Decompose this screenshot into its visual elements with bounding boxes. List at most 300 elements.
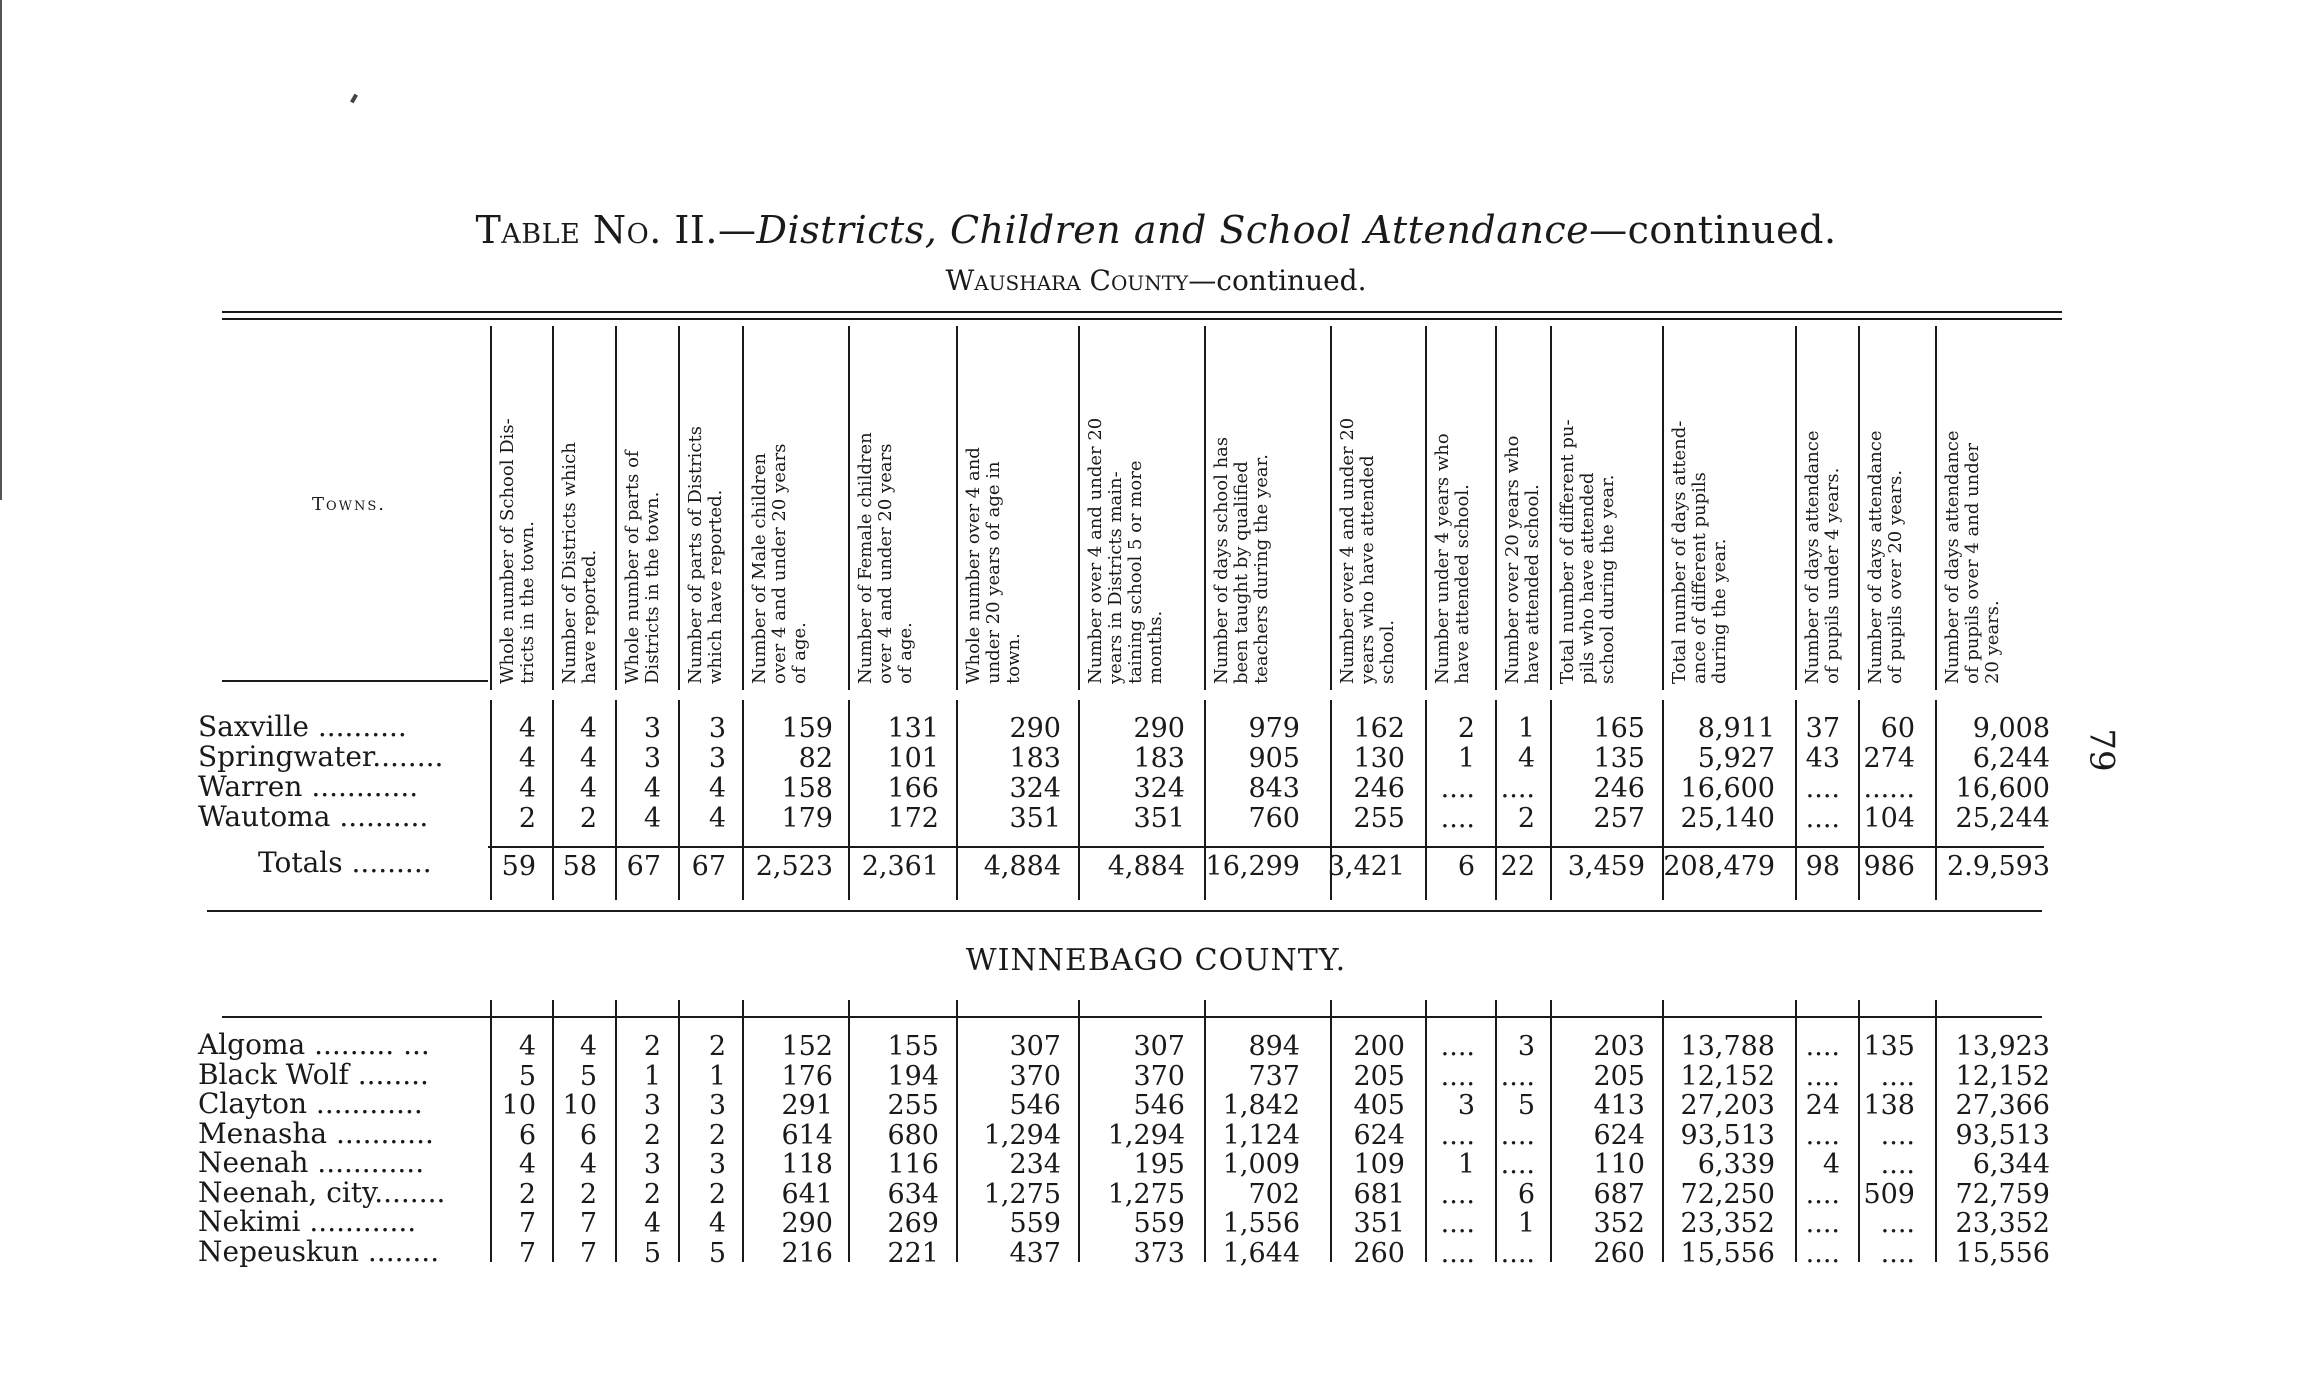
town-label: Algoma ......... ... [198, 1028, 430, 1061]
table-cell: 37 [1805, 713, 1840, 744]
table-cell: .... [1805, 1031, 1840, 1062]
header-col-line [1662, 326, 1664, 690]
table-cell: 437 [1009, 1237, 1061, 1269]
table-cell: 195 [1133, 1149, 1185, 1180]
table-title: Table No. II.—Districts, Children and School Attendance—continued. [475, 208, 1837, 252]
table-cell: 165 [1593, 713, 1645, 744]
table-cell: 12,152 [1955, 1060, 2050, 1092]
table-cell: 255 [887, 1090, 939, 1121]
header-col-line [1935, 326, 1937, 690]
column-header-line: of pupils over 20 years. [1885, 469, 1906, 684]
table-cell: 4 [708, 1208, 726, 1239]
table-cell: 546 [1009, 1090, 1061, 1121]
stray-mark [350, 94, 358, 104]
town-label: Springwater........ [198, 740, 444, 773]
totals-cell: 4,884 [1107, 851, 1185, 882]
table-cell: 131 [887, 713, 939, 744]
table-cell: 162 [1353, 713, 1405, 744]
totals-cell: 6 [1457, 851, 1475, 882]
table-cell: 203 [1593, 1031, 1645, 1062]
table-cell: 7 [579, 1208, 597, 1239]
table-cell: 194 [887, 1060, 939, 1092]
column-header-line: been taught by qualified [1231, 461, 1252, 684]
column-header-line: school during the year. [1597, 474, 1618, 684]
column-header-line: tricts in the town. [517, 521, 538, 684]
table-cell: .... [1500, 1237, 1535, 1269]
table-cell: 104 [1863, 803, 1915, 834]
table-cell: .... [1500, 1060, 1535, 1092]
winnebago-heading: WINNEBAGO COUNTY. [965, 943, 1347, 978]
table-cell: 4 [579, 743, 597, 774]
column-header-14 [1670, 421, 1730, 684]
table-cell: 5 [579, 1060, 597, 1092]
table-cell: 27,366 [1955, 1090, 2050, 1121]
table-cell: 25,140 [1680, 803, 1775, 834]
column-header-line: have attended school. [1452, 484, 1473, 684]
table-cell: 7 [579, 1237, 597, 1269]
column-header-line: Number of days attendance [1865, 430, 1886, 684]
winnebago-top-rule [222, 1016, 2042, 1018]
table-cell: 13,788 [1680, 1031, 1775, 1062]
table-cell: 5,927 [1697, 743, 1775, 774]
table-cell: 351 [1133, 803, 1185, 834]
column-header-line: Number of parts of Districts [685, 426, 706, 684]
table-cell: 12,152 [1680, 1060, 1775, 1092]
table-cell: 7 [518, 1208, 536, 1239]
table-cell: 1,644 [1222, 1237, 1300, 1269]
table-cell: 2 [518, 803, 536, 834]
town-label: Nepeuskun ........ [198, 1234, 440, 1268]
column-header-line: Districts in the town. [642, 491, 663, 684]
table-cell: 351 [1353, 1208, 1405, 1239]
table-cell: 509 [1863, 1178, 1915, 1210]
table-cell: 3 [708, 743, 726, 774]
table-cell: 702 [1248, 1178, 1300, 1210]
table-cell: 10 [501, 1090, 536, 1121]
column-header-5 [750, 444, 810, 684]
table-cell: 4 [579, 713, 597, 744]
totals-cell: 67 [626, 851, 661, 882]
table-cell: 373 [1133, 1237, 1185, 1269]
table-cell: 5 [518, 1060, 536, 1092]
column-header-line: have reported. [579, 549, 600, 684]
column-header-line: town. [1003, 633, 1024, 684]
table-cell: 15,556 [1680, 1237, 1775, 1269]
table-cell: 3 [708, 1090, 726, 1121]
table-cell: 4 [579, 1031, 597, 1062]
table-cell: 1,556 [1222, 1208, 1300, 1239]
table-cell: .... [1880, 1149, 1915, 1180]
column-header-line: Number of Districts which [559, 442, 580, 684]
totals-cell: 3,459 [1567, 851, 1645, 882]
table-cell: 4 [708, 773, 726, 804]
table-cell: 1,842 [1222, 1090, 1300, 1121]
towns-header: Towns. [312, 494, 387, 515]
table-cell: 3 [1457, 1090, 1475, 1121]
table-cell: 2 [708, 1178, 726, 1210]
column-header-line: taining school 5 or more [1125, 460, 1146, 684]
column-header-4 [686, 426, 726, 684]
table-cell: .... [1500, 1149, 1535, 1180]
header-col-line [956, 326, 958, 690]
table-cell: 23,352 [1955, 1208, 2050, 1239]
header-col-line [1550, 326, 1552, 690]
table-cell: 2 [1517, 803, 1535, 834]
column-header-line: Number over 4 and under 20 [1337, 417, 1358, 684]
column-header-line: Number of Female children [855, 432, 876, 684]
table-cell: .... [1805, 803, 1840, 834]
table-cell: .... [1440, 1031, 1475, 1062]
table-cell: 5 [643, 1237, 661, 1269]
header-col-line [1078, 326, 1080, 690]
table-cell: 370 [1009, 1060, 1061, 1092]
town-label: Neenah ............ [198, 1146, 425, 1179]
table-cell: 200 [1353, 1031, 1405, 1062]
table-cell: 1 [1457, 1149, 1475, 1180]
column-header-line: Number of days attendance [1802, 430, 1823, 684]
column-header-line: of pupils over 4 and under [1962, 442, 1983, 684]
header-col-line [1425, 326, 1427, 690]
table-cell: 255 [1353, 803, 1405, 834]
table-cell: 624 [1353, 1119, 1405, 1151]
table-cell: 7 [518, 1237, 536, 1269]
table-cell: .... [1440, 773, 1475, 804]
column-header-line: during the year. [1709, 538, 1730, 684]
column-header-line: Number of Male children [749, 453, 770, 684]
totals-cell: 2,361 [861, 851, 939, 882]
column-header-3 [623, 450, 663, 684]
table-cell: 290 [781, 1208, 833, 1239]
table-cell: 905 [1248, 743, 1300, 774]
table-cell: 3 [643, 1149, 661, 1180]
subtitle-county: Waushara County [945, 264, 1189, 297]
table-cell: 1,275 [983, 1178, 1061, 1210]
table-cell: 681 [1353, 1178, 1405, 1210]
table-cell: 352 [1593, 1208, 1645, 1239]
table-cell: 4 [518, 773, 536, 804]
column-header-16 [1866, 430, 1906, 684]
totals-cell: 67 [691, 851, 726, 882]
table-cell: 216 [781, 1237, 833, 1269]
table-cell: 4 [1517, 743, 1535, 774]
table-cell: 2 [1457, 713, 1475, 744]
table-cell: .... [1880, 1208, 1915, 1239]
table-cell: 2 [643, 1178, 661, 1210]
header-col-line [678, 326, 680, 690]
table-cell: 6 [518, 1119, 536, 1151]
table-cell: 624 [1593, 1119, 1645, 1151]
table-cell: 8,911 [1697, 713, 1775, 744]
column-header-line: Number over 4 and under 20 [1085, 417, 1106, 684]
town-label: Wautoma .......... [198, 800, 429, 833]
totals-cell: 2.9,593 [1946, 851, 2050, 882]
header-col-line [848, 326, 850, 690]
table-cell: .... [1805, 1208, 1840, 1239]
town-label: Clayton ............ [198, 1087, 423, 1120]
column-header-line: Total number of different pu- [1557, 419, 1578, 684]
table-cell: 324 [1133, 773, 1185, 804]
table-cell: .... [1440, 1178, 1475, 1210]
table-cell: 894 [1248, 1031, 1300, 1062]
column-header-line: teachers during the year. [1251, 454, 1272, 684]
column-header-line: Total number of days attend- [1669, 420, 1690, 684]
table-cell: 172 [887, 803, 939, 834]
table-cell: 72,250 [1680, 1178, 1775, 1210]
totals-cell: 4,884 [983, 851, 1061, 882]
table-cell: 16,600 [1680, 773, 1775, 804]
table-cell: 13,923 [1955, 1031, 2050, 1062]
table-cell: 3 [643, 1090, 661, 1121]
table-cell: 246 [1353, 773, 1405, 804]
table-cell: 246 [1593, 773, 1645, 804]
table-cell: 109 [1353, 1149, 1405, 1180]
header-col-line [552, 326, 554, 690]
table-cell: 546 [1133, 1090, 1185, 1121]
table-cell: 2 [643, 1119, 661, 1151]
header-col-line [1204, 326, 1206, 690]
column-header-7 [964, 447, 1024, 684]
column-header-line: 20 years. [1982, 600, 2003, 684]
table-cell: 260 [1593, 1237, 1645, 1269]
column-header-line: have attended school. [1522, 484, 1543, 684]
table-cell: 1 [1517, 713, 1535, 744]
totals-cell: 98 [1805, 851, 1840, 882]
column-header-line: over 4 and under 20 years [769, 443, 790, 684]
table-cell: 183 [1009, 743, 1061, 774]
county-subtitle [0, 264, 2312, 297]
top-rule-2 [222, 318, 2062, 320]
table-cell: 4 [579, 1149, 597, 1180]
table-cell: 1 [1457, 743, 1475, 774]
table-cell: 324 [1009, 773, 1061, 804]
table-cell: 760 [1248, 803, 1300, 834]
table-cell: 413 [1593, 1090, 1645, 1121]
table-cell: 1 [1517, 1208, 1535, 1239]
table-cell: 687 [1593, 1178, 1645, 1210]
table-cell: ...... [1863, 773, 1915, 804]
table-cell: 370 [1133, 1060, 1185, 1092]
totals-cell: 208,479 [1663, 851, 1775, 882]
table-cell: 2 [579, 803, 597, 834]
table-cell: 166 [887, 773, 939, 804]
table-cell: 307 [1009, 1031, 1061, 1062]
table-cell: 2 [708, 1119, 726, 1151]
table-cell: 3 [643, 713, 661, 744]
column-header-line: months. [1145, 610, 1166, 684]
table-cell: 27,203 [1680, 1090, 1775, 1121]
table-cell: 2 [579, 1178, 597, 1210]
table-cell: 4 [518, 743, 536, 774]
column-header-line: ance of different pupils [1689, 472, 1710, 684]
town-label: Menasha ........... [198, 1116, 434, 1150]
column-header-line: Number of days school has [1211, 436, 1232, 684]
table-cell: 4 [643, 1208, 661, 1239]
table-cell: 158 [781, 773, 833, 804]
column-header-line: Whole number over 4 and [963, 447, 984, 684]
column-header-line: Number of days attendance [1942, 430, 1963, 684]
table-cell: 9,008 [1972, 713, 2050, 744]
totals-cell: 986 [1863, 851, 1915, 882]
table-cell: 118 [781, 1149, 833, 1180]
table-cell: 82 [798, 743, 833, 774]
column-header-line: Number over 20 years who [1502, 435, 1523, 684]
totals-cell: 2,523 [755, 851, 833, 882]
table-cell: 4 [643, 803, 661, 834]
table-cell: .... [1440, 1060, 1475, 1092]
table-cell: 110 [1593, 1149, 1645, 1180]
table-cell: 269 [887, 1208, 939, 1239]
table-cell: 183 [1133, 743, 1185, 774]
table-cell: 135 [1593, 743, 1645, 774]
column-header-line: under 20 years of age in [983, 461, 1004, 684]
table-cell: 1,009 [1222, 1149, 1300, 1180]
header-col-line [1495, 326, 1497, 690]
table-cell: 116 [887, 1149, 939, 1180]
table-cell: 72,759 [1955, 1178, 2050, 1210]
table-cell: 1 [643, 1060, 661, 1092]
table-cell: 6,344 [1972, 1149, 2050, 1180]
town-label: Neenah, city........ [198, 1175, 446, 1209]
column-header-line: Whole number of parts of [622, 450, 643, 684]
column-header-6 [856, 432, 916, 684]
table-cell: 6 [1517, 1178, 1535, 1210]
table-cell: 6,339 [1697, 1149, 1775, 1180]
column-header-11 [1433, 433, 1473, 684]
table-cell: 1,275 [1107, 1178, 1185, 1210]
table-cell: 2 [643, 1031, 661, 1062]
table-cell: .... [1880, 1060, 1915, 1092]
column-header-line: over 4 and under 20 years [875, 443, 896, 684]
table-cell: .... [1440, 803, 1475, 834]
table-cell: 1,124 [1222, 1119, 1300, 1151]
table-cell: 10 [562, 1090, 597, 1121]
table-cell: 234 [1009, 1149, 1061, 1180]
table-cell: 60 [1880, 713, 1915, 744]
column-header-9 [1212, 437, 1272, 684]
column-header-line: of age. [789, 622, 810, 684]
table-cell: 4 [518, 1149, 536, 1180]
town-label: Warren ............ [198, 770, 419, 803]
table-cell: 23,352 [1680, 1208, 1775, 1239]
table-cell: 290 [1009, 713, 1061, 744]
column-header-line: pils who have attended [1577, 472, 1598, 684]
header-col-line [615, 326, 617, 690]
totals-cell: 22 [1500, 851, 1535, 882]
column-header-17 [1943, 430, 2003, 684]
column-header-10 [1338, 418, 1398, 684]
column-header-line: of pupils under 4 years. [1822, 467, 1843, 684]
table-cell: 135 [1863, 1031, 1915, 1062]
subtitle-suffix: —continued. [1188, 264, 1367, 297]
table-cell: 3 [708, 713, 726, 744]
table-cell: 1,294 [1107, 1119, 1185, 1151]
table-cell: 405 [1353, 1090, 1405, 1121]
table-cell: 2 [708, 1031, 726, 1062]
table-cell: 152 [781, 1031, 833, 1062]
column-header-12 [1503, 436, 1543, 684]
table-cell: 93,513 [1955, 1119, 2050, 1151]
table-cell: 6,244 [1972, 743, 2050, 774]
column-header-line: of age. [895, 622, 916, 684]
table-cell: 6 [579, 1119, 597, 1151]
table-cell: 205 [1593, 1060, 1645, 1092]
table-cell: 274 [1863, 743, 1915, 774]
town-label: Saxville .......... [198, 710, 407, 743]
table-cell: 5 [1517, 1090, 1535, 1121]
column-header-15 [1803, 430, 1843, 684]
table-cell: 4 [643, 773, 661, 804]
column-header-line: years in Districts main- [1105, 471, 1126, 684]
table-cell: .... [1440, 1119, 1475, 1151]
header-bottom-rule [222, 680, 488, 682]
column-header-line: years who have attended [1357, 455, 1378, 684]
header-col-line [490, 326, 492, 690]
section-rule [207, 910, 2042, 912]
column-header-line: Whole number of School Dis- [497, 418, 518, 684]
table-cell: .... [1805, 1060, 1840, 1092]
header-col-line [742, 326, 744, 690]
totals-top-rule [488, 846, 2044, 848]
table-cell: 737 [1248, 1060, 1300, 1092]
table-cell: 260 [1353, 1237, 1405, 1269]
table-cell: 4 [708, 803, 726, 834]
table-cell: 3 [708, 1149, 726, 1180]
table-cell: .... [1805, 1178, 1840, 1210]
table-cell: 307 [1133, 1031, 1185, 1062]
table-cell: 559 [1133, 1208, 1185, 1239]
table-title-suffix: continued. [1627, 208, 1837, 252]
table-cell: 25,244 [1955, 803, 2050, 834]
table-cell: 257 [1593, 803, 1645, 834]
table-cell: 680 [887, 1119, 939, 1151]
table-title-italic: Districts, Children and School Attendance [756, 208, 1590, 252]
table-cell: 101 [887, 743, 939, 774]
table-cell: 4 [518, 713, 536, 744]
column-header-line: school. [1377, 619, 1398, 684]
totals-label: Totals ......... [258, 846, 432, 879]
table-cell: .... [1880, 1237, 1915, 1269]
column-header-8 [1086, 418, 1166, 684]
header-col-line [1795, 326, 1797, 690]
table-cell: .... [1805, 1237, 1840, 1269]
table-cell: 2 [518, 1178, 536, 1210]
table-cell: 1 [708, 1060, 726, 1092]
table-cell: 291 [781, 1090, 833, 1121]
header-col-line [1330, 326, 1332, 690]
table-cell: 155 [887, 1031, 939, 1062]
table-cell: 159 [781, 713, 833, 744]
table-cell: 3 [1517, 1031, 1535, 1062]
totals-cell: 3,421 [1327, 851, 1405, 882]
table-cell: 5 [708, 1237, 726, 1269]
column-header-line: Number under 4 years who [1432, 433, 1453, 684]
table-cell: .... [1805, 773, 1840, 804]
table-cell: 559 [1009, 1208, 1061, 1239]
table-cell: 221 [887, 1237, 939, 1269]
column-header-2 [560, 442, 600, 684]
column-header-1 [498, 418, 538, 684]
table-cell: 4 [579, 773, 597, 804]
column-header-13 [1558, 419, 1618, 684]
totals-cell: 58 [562, 851, 597, 882]
table-cell: 843 [1248, 773, 1300, 804]
table-cell: .... [1440, 1237, 1475, 1269]
table-title-prefix: Table No. II. [475, 208, 719, 252]
page-number: 79 [2081, 728, 2122, 772]
town-label: Nekimi ............ [198, 1205, 417, 1238]
table-cell: 1,294 [983, 1119, 1061, 1151]
table-cell: 351 [1009, 803, 1061, 834]
